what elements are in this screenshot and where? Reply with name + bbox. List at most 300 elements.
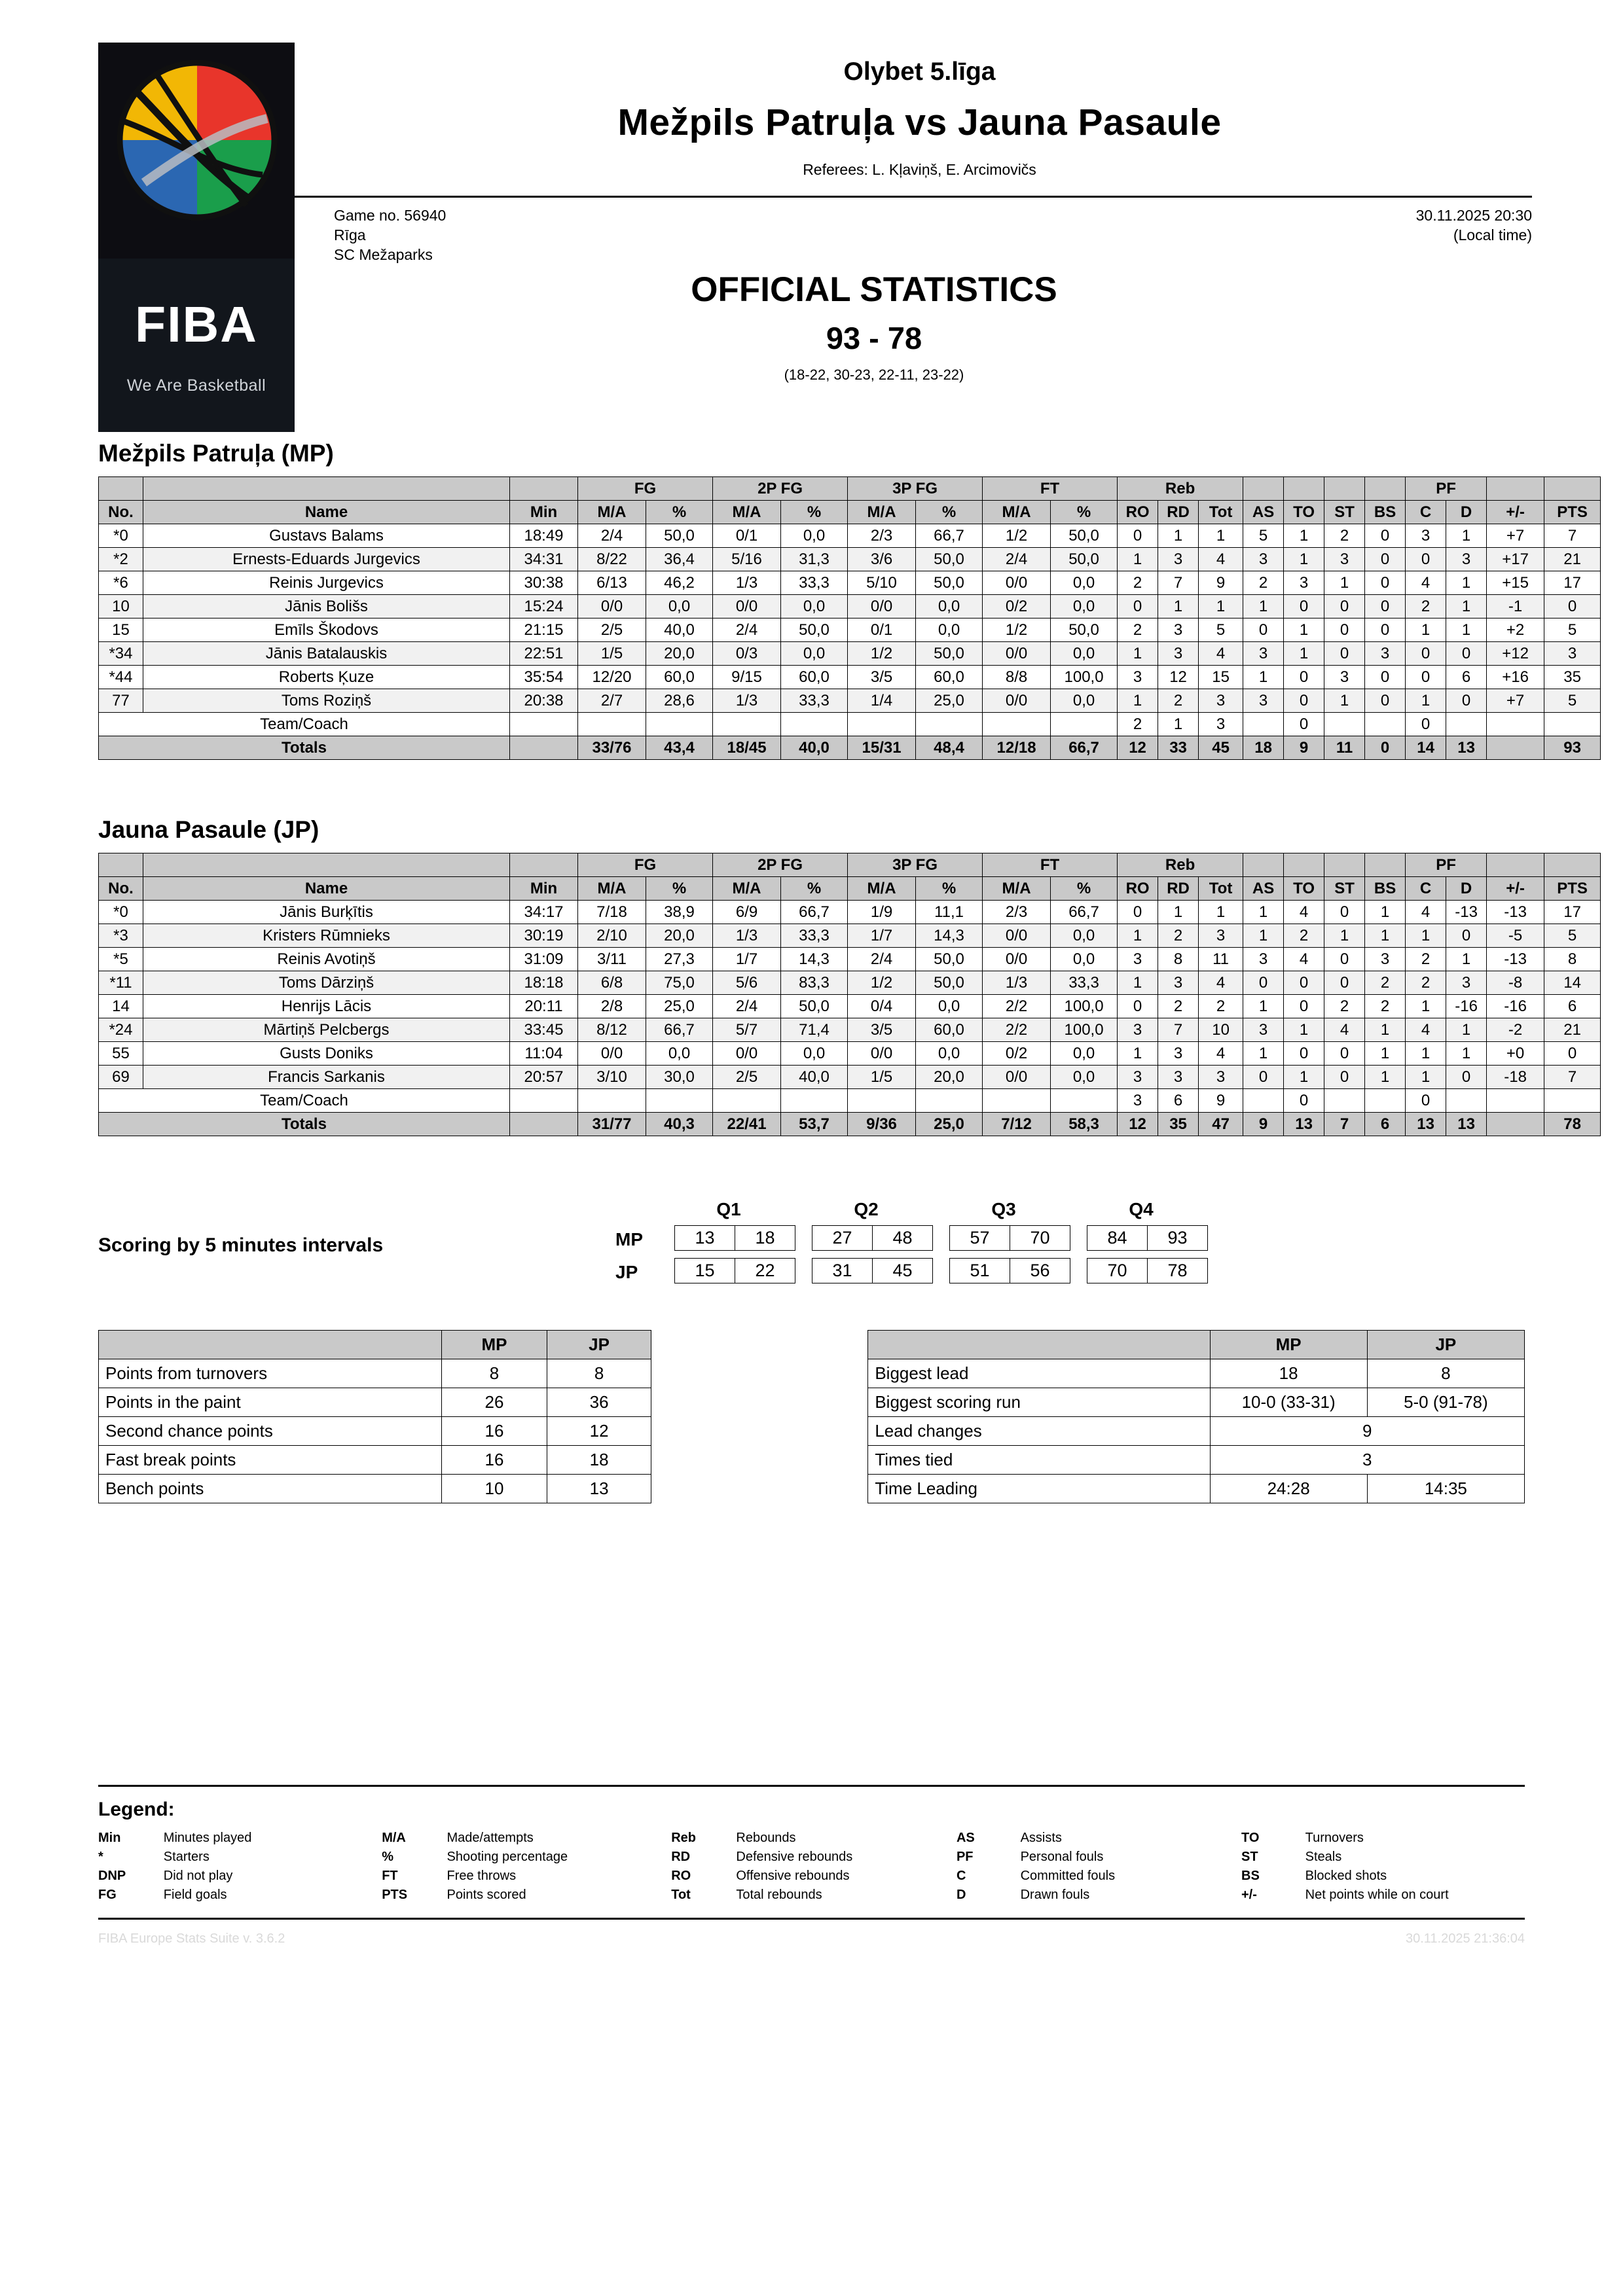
cell-min: 20:38 [510, 689, 578, 713]
legend-value: Field goals [163, 1888, 227, 1902]
cell-ro: 1 [1118, 548, 1158, 571]
cell-st: 2 [1324, 995, 1365, 1018]
cell-3p-ma: 3/6 [848, 548, 916, 571]
cell-fg-ma: 0/0 [578, 1042, 646, 1066]
cell-3p-pct [916, 1089, 983, 1113]
highlights-header-mp: MP [1210, 1331, 1367, 1359]
cell-3p-ma: 0/1 [848, 619, 916, 642]
col-as: AS [1243, 877, 1284, 901]
cell-fg-ma: 2/8 [578, 995, 646, 1018]
spacer-cell [1284, 477, 1324, 501]
cell-name: Gustavs Balams [143, 524, 510, 548]
legend-value: Net points while on court [1305, 1888, 1449, 1902]
cell-fg-ma [578, 713, 646, 736]
cell-tot: 4 [1199, 548, 1243, 571]
spacer-cell [1544, 477, 1601, 501]
footer-timestamp: 30.11.2025 21:36:04 [1405, 1931, 1525, 1946]
legend-row [98, 1848, 1525, 1867]
cell-ft-pct: 50,0 [1051, 619, 1118, 642]
cell-fg-ma: 7/18 [578, 901, 646, 924]
col-ro: RO [1118, 501, 1158, 524]
team-title-away: Jauna Pasaule (JP) [98, 816, 319, 843]
cell-name: Henrijs Lācis [143, 995, 510, 1018]
cell-plusminus: -5 [1487, 924, 1544, 948]
cell-d: -13 [1446, 901, 1487, 924]
cell-ft-ma: 0/0 [983, 689, 1051, 713]
col-ft-ma: M/A [983, 877, 1051, 901]
cell-2p-pct: 50,0 [781, 619, 848, 642]
table-row [99, 642, 1601, 666]
cell-3p-ma: 1/2 [848, 642, 916, 666]
cell-d: 0 [1446, 924, 1487, 948]
highlights-value-combined: 3 [1210, 1446, 1524, 1475]
cell-st: 0 [1324, 948, 1365, 971]
cell-fg-ma: 2/4 [578, 524, 646, 548]
spacer-cell [1284, 853, 1324, 877]
cell-2p-ma: 2/4 [713, 995, 781, 1018]
cell-3p-ma [848, 1089, 916, 1113]
cell-as [1243, 1089, 1284, 1113]
cell-pts: 5 [1544, 689, 1601, 713]
cell-min: 31:09 [510, 948, 578, 971]
cell-to: 0 [1284, 995, 1324, 1018]
spacer-cell [510, 853, 578, 877]
legend-key: M/A [382, 1831, 406, 1845]
cell-2p-ma: 1/3 [713, 924, 781, 948]
cell-3p-ma: 3/5 [848, 666, 916, 689]
league-name: Olybet 5.līga [843, 58, 996, 86]
col-rd: RD [1158, 877, 1199, 901]
group-3pfg: 3P FG [848, 853, 983, 877]
boxscore-body-home [99, 524, 1601, 760]
cell-tot: 1 [1199, 901, 1243, 924]
cell-2p-ma: 6/9 [713, 901, 781, 924]
table-row [99, 595, 1601, 619]
cell-name: Emīls Škodovs [143, 619, 510, 642]
cell-plusminus [1487, 736, 1544, 760]
col-plusminus: +/- [1487, 501, 1544, 524]
cell-pts: 17 [1544, 571, 1601, 595]
col-3p-pct: % [916, 877, 983, 901]
table-row [99, 1475, 651, 1503]
cell-to: 3 [1284, 571, 1324, 595]
cell-ft-ma: 7/12 [983, 1113, 1051, 1136]
legend-row [98, 1886, 1525, 1905]
cell-tot: 45 [1199, 736, 1243, 760]
cell-rd: 3 [1158, 1066, 1199, 1089]
cell-plusminus: +7 [1487, 689, 1544, 713]
cell-c: 1 [1406, 1042, 1446, 1066]
cell-to: 0 [1284, 666, 1324, 689]
cell-3p-pct: 60,0 [916, 666, 983, 689]
cell-no: *5 [99, 948, 143, 971]
legend-section [98, 1785, 1525, 1920]
col-fg-ma: M/A [578, 501, 646, 524]
cell-2p-pct: 33,3 [781, 924, 848, 948]
interval-cell: 93 [1148, 1226, 1208, 1251]
teams-container [98, 440, 1588, 1136]
table-row [99, 619, 1601, 642]
col-bs: BS [1365, 501, 1406, 524]
col-no: No. [99, 877, 143, 901]
cell-fg-pct: 60,0 [646, 666, 713, 689]
interval-cell: 51 [950, 1259, 1010, 1283]
cell-3p-ma: 0/4 [848, 995, 916, 1018]
cell-3p-ma [848, 713, 916, 736]
cell-2p-pct: 33,3 [781, 571, 848, 595]
cell-3p-ma: 1/4 [848, 689, 916, 713]
cell-fg-ma [578, 1089, 646, 1113]
cell-bs: 1 [1365, 924, 1406, 948]
quarter-header-q3: Q3 [991, 1199, 1016, 1219]
cell-min: 15:24 [510, 595, 578, 619]
cell-to: 0 [1284, 595, 1324, 619]
cell-2p-pct: 33,3 [781, 689, 848, 713]
cell-ft-pct: 100,0 [1051, 995, 1118, 1018]
cell-2p-pct: 53,7 [781, 1113, 848, 1136]
table-row [868, 1359, 1525, 1388]
game-datetime: 30.11.2025 20:30 [1415, 207, 1532, 224]
totals-label: Totals [99, 1113, 510, 1136]
legend-key: PF [956, 1850, 974, 1864]
cell-fg-ma: 8/12 [578, 1018, 646, 1042]
table-row [99, 948, 1601, 971]
cell-plusminus: -13 [1487, 948, 1544, 971]
cell-bs: 1 [1365, 901, 1406, 924]
highlights-value-jp: 5-0 (91-78) [1367, 1388, 1524, 1417]
cell-as: 1 [1243, 924, 1284, 948]
col-plusminus: +/- [1487, 877, 1544, 901]
cell-3p-ma: 2/4 [848, 948, 916, 971]
cell-ro: 1 [1118, 642, 1158, 666]
cell-2p-pct: 83,3 [781, 971, 848, 995]
col-no: No. [99, 501, 143, 524]
cell-2p-pct: 0,0 [781, 642, 848, 666]
cell-min: 30:38 [510, 571, 578, 595]
cell-no: *2 [99, 548, 143, 571]
cell-3p-ma: 1/5 [848, 1066, 916, 1089]
spacer-cell [143, 477, 510, 501]
cell-as: 1 [1243, 1042, 1284, 1066]
cell-st: 0 [1324, 971, 1365, 995]
cell-tot: 4 [1199, 1042, 1243, 1066]
cell-fg-ma: 2/10 [578, 924, 646, 948]
cell-as: 1 [1243, 901, 1284, 924]
col-pts: PTS [1544, 501, 1601, 524]
table-row [99, 1446, 651, 1475]
interval-cell: 15 [675, 1259, 735, 1283]
legend-key: +/- [1241, 1888, 1257, 1902]
cell-fg-pct: 38,9 [646, 901, 713, 924]
spacer-cell [510, 477, 578, 501]
cell-rd: 2 [1158, 995, 1199, 1018]
cell-rd: 3 [1158, 1042, 1199, 1066]
cell-3p-pct: 25,0 [916, 1113, 983, 1136]
cell-to: 1 [1284, 642, 1324, 666]
cell-c: 1 [1406, 995, 1446, 1018]
col-ft-ma: M/A [983, 501, 1051, 524]
cell-name: Mārtiņš Pelcbergs [143, 1018, 510, 1042]
cell-name: Jānis Bolišs [143, 595, 510, 619]
cell-3p-ma: 2/3 [848, 524, 916, 548]
cell-fg-pct: 46,2 [646, 571, 713, 595]
cell-fg-pct: 20,0 [646, 642, 713, 666]
cell-fg-ma: 6/8 [578, 971, 646, 995]
spacer-cell [1243, 477, 1284, 501]
cell-st: 0 [1324, 1042, 1365, 1066]
cell-ro: 0 [1118, 901, 1158, 924]
legend-key: % [382, 1850, 393, 1864]
cell-2p-pct: 31,3 [781, 548, 848, 571]
cell-fg-pct: 40,3 [646, 1113, 713, 1136]
table-row [99, 995, 1601, 1018]
legend-key: FG [98, 1888, 117, 1902]
cell-d: 1 [1446, 1042, 1487, 1066]
interval-cell: 78 [1148, 1259, 1208, 1283]
cell-ft-ma: 2/3 [983, 901, 1051, 924]
spacer-cell [1365, 477, 1406, 501]
fiba-wordmark: FIBA [135, 296, 258, 353]
cell-3p-ma: 1/9 [848, 901, 916, 924]
cell-fg-ma: 12/20 [578, 666, 646, 689]
cell-bs: 0 [1365, 548, 1406, 571]
cell-name: Toms Roziņš [143, 689, 510, 713]
col-d: D [1446, 501, 1487, 524]
legend-value: Minutes played [163, 1831, 252, 1845]
cell-no: 55 [99, 1042, 143, 1066]
cell-min: 18:49 [510, 524, 578, 548]
interval-cell: 31 [812, 1259, 873, 1283]
col-fg-ma: M/A [578, 877, 646, 901]
interval-team-jp: JP [615, 1262, 638, 1282]
cell-ft-pct: 0,0 [1051, 571, 1118, 595]
cell-plusminus: -18 [1487, 1066, 1544, 1089]
interval-team-mp: MP [615, 1229, 643, 1249]
col-fg-pct: % [646, 501, 713, 524]
legend-divider [98, 1918, 1525, 1920]
interval-table-jp-q4 [1087, 1258, 1208, 1283]
col-3p-ma: M/A [848, 501, 916, 524]
col-d: D [1446, 877, 1487, 901]
cell-3p-ma: 3/5 [848, 1018, 916, 1042]
cell-no: *11 [99, 971, 143, 995]
totals-row [99, 1113, 1601, 1136]
cell-tot: 1 [1199, 595, 1243, 619]
col-c: C [1406, 501, 1446, 524]
game-meta-right [1416, 206, 1532, 245]
cell-3p-pct: 0,0 [916, 995, 983, 1018]
cell-2p-ma: 0/0 [713, 1042, 781, 1066]
cell-to: 0 [1284, 971, 1324, 995]
cell-c: 0 [1406, 642, 1446, 666]
cell-plusminus: +0 [1487, 1042, 1544, 1066]
summary-value-mp: 26 [442, 1388, 547, 1417]
summary-value-mp: 8 [442, 1359, 547, 1388]
cell-rd: 3 [1158, 619, 1199, 642]
cell-3p-pct: 0,0 [916, 1042, 983, 1066]
cell-rd: 1 [1158, 901, 1199, 924]
totals-label: Totals [99, 736, 510, 760]
legend-key: DNP [98, 1869, 126, 1883]
cell-3p-ma: 0/0 [848, 595, 916, 619]
cell-c: 4 [1406, 901, 1446, 924]
cell-tot: 9 [1199, 571, 1243, 595]
cell-bs: 2 [1365, 971, 1406, 995]
quarter-header-q4: Q4 [1129, 1199, 1154, 1219]
cell-fg-pct [646, 1089, 713, 1113]
summary-section [98, 1330, 1525, 1503]
highlights-blank-header [868, 1331, 1210, 1359]
cell-no: *6 [99, 571, 143, 595]
cell-name: Toms Dārziņš [143, 971, 510, 995]
cell-ft-pct: 0,0 [1051, 689, 1118, 713]
col-to: TO [1284, 877, 1324, 901]
summary-value-jp: 8 [547, 1359, 651, 1388]
cell-c: 2 [1406, 948, 1446, 971]
cell-ft-pct: 66,7 [1051, 736, 1118, 760]
cell-pts: 7 [1544, 524, 1601, 548]
cell-3p-pct: 50,0 [916, 971, 983, 995]
cell-fg-pct: 0,0 [646, 595, 713, 619]
col-name: Name [143, 877, 510, 901]
legend-value: Shooting percentage [447, 1850, 568, 1864]
table-row [99, 1066, 1601, 1089]
cell-bs: 3 [1365, 642, 1406, 666]
cell-d: 1 [1446, 571, 1487, 595]
scoring-intervals-label: Scoring by 5 minutes intervals [98, 1234, 384, 1256]
highlights-value-jp: 8 [1367, 1359, 1524, 1388]
team-coach-label: Team/Coach [99, 1089, 510, 1113]
cell-to: 1 [1284, 524, 1324, 548]
cell-ro: 2 [1118, 571, 1158, 595]
summary-header-mp: MP [442, 1331, 547, 1359]
cell-bs: 0 [1365, 666, 1406, 689]
cell-ft-pct: 100,0 [1051, 666, 1118, 689]
cell-plusminus: -2 [1487, 1018, 1544, 1042]
cell-fg-pct: 66,7 [646, 1018, 713, 1042]
legend-value: Free throws [447, 1869, 517, 1883]
cell-tot: 5 [1199, 619, 1243, 642]
cell-3p-pct: 60,0 [916, 1018, 983, 1042]
table-row [99, 571, 1601, 595]
cell-d: 1 [1446, 1018, 1487, 1042]
cell-min: 30:19 [510, 924, 578, 948]
cell-ft-pct: 0,0 [1051, 642, 1118, 666]
cell-bs: 6 [1365, 1113, 1406, 1136]
group-ft: FT [983, 477, 1118, 501]
interval-cell: 48 [873, 1226, 933, 1251]
cell-as: 1 [1243, 595, 1284, 619]
cell-c: 14 [1406, 736, 1446, 760]
cell-no: *44 [99, 666, 143, 689]
cell-2p-ma: 1/3 [713, 689, 781, 713]
cell-3p-pct: 25,0 [916, 689, 983, 713]
legend-title: Legend: [98, 1799, 175, 1820]
cell-tot: 3 [1199, 1066, 1243, 1089]
cell-name: Gusts Doniks [143, 1042, 510, 1066]
cell-bs: 0 [1365, 595, 1406, 619]
cell-3p-pct: 50,0 [916, 571, 983, 595]
cell-tot: 15 [1199, 666, 1243, 689]
boxscore-table-away [98, 853, 1601, 1136]
cell-c: 1 [1406, 619, 1446, 642]
spacer-cell [1324, 853, 1365, 877]
cell-fg-ma: 2/7 [578, 689, 646, 713]
cell-d: 1 [1446, 619, 1487, 642]
cell-fg-pct: 28,6 [646, 689, 713, 713]
cell-2p-ma: 0/3 [713, 642, 781, 666]
spacer-cell [99, 853, 143, 877]
cell-plusminus: +12 [1487, 642, 1544, 666]
legend-value: Did not play [163, 1869, 233, 1883]
cell-ft-pct: 0,0 [1051, 595, 1118, 619]
col-as: AS [1243, 501, 1284, 524]
cell-d [1446, 1089, 1487, 1113]
col-min: Min [510, 877, 578, 901]
cell-2p-pct: 0,0 [781, 1042, 848, 1066]
cell-bs: 1 [1365, 1066, 1406, 1089]
cell-fg-pct: 30,0 [646, 1066, 713, 1089]
cell-pts: 0 [1544, 595, 1601, 619]
cell-fg-ma: 6/13 [578, 571, 646, 595]
col-2p-ma: M/A [713, 877, 781, 901]
cell-c: 4 [1406, 571, 1446, 595]
cell-fg-pct [646, 713, 713, 736]
cell-ft-ma: 0/0 [983, 571, 1051, 595]
summary-value-jp: 13 [547, 1475, 651, 1503]
table-row [99, 1359, 651, 1388]
interval-cell: 84 [1087, 1226, 1148, 1251]
cell-to: 0 [1284, 689, 1324, 713]
footer-software: FIBA Europe Stats Suite v. 3.6.2 [98, 1931, 285, 1946]
cell-tot: 1 [1199, 524, 1243, 548]
cell-rd: 2 [1158, 689, 1199, 713]
cell-3p-pct: 11,1 [916, 901, 983, 924]
cell-2p-pct [781, 1089, 848, 1113]
cell-no: *24 [99, 1018, 143, 1042]
cell-3p-pct: 0,0 [916, 619, 983, 642]
cell-st [1324, 713, 1365, 736]
table-row [99, 548, 1601, 571]
legend-value: Points scored [447, 1888, 526, 1902]
cell-name: Kristers Rūmnieks [143, 924, 510, 948]
cell-d: 1 [1446, 595, 1487, 619]
group-ft: FT [983, 853, 1118, 877]
cell-rd: 1 [1158, 713, 1199, 736]
cell-st: 2 [1324, 524, 1365, 548]
col-ro: RO [1118, 877, 1158, 901]
cell-3p-pct: 66,7 [916, 524, 983, 548]
cell-min: 34:31 [510, 548, 578, 571]
cell-no: *0 [99, 901, 143, 924]
cell-pts: 17 [1544, 901, 1601, 924]
cell-min: 33:45 [510, 1018, 578, 1042]
game-number: Game no. 56940 [334, 207, 447, 224]
cell-st: 4 [1324, 1018, 1365, 1042]
cell-fg-ma: 31/77 [578, 1113, 646, 1136]
cell-name: Ernests-Eduards Jurgevics [143, 548, 510, 571]
cell-2p-ma: 5/6 [713, 971, 781, 995]
cell-ro: 0 [1118, 995, 1158, 1018]
cell-2p-pct [781, 713, 848, 736]
col-to: TO [1284, 501, 1324, 524]
cell-ft-pct: 0,0 [1051, 948, 1118, 971]
cell-ft-pct: 66,7 [1051, 901, 1118, 924]
cell-plusminus: -16 [1487, 995, 1544, 1018]
highlights-header-jp: JP [1367, 1331, 1524, 1359]
cell-fg-ma: 3/11 [578, 948, 646, 971]
highlights-value-mp: 18 [1210, 1359, 1367, 1388]
